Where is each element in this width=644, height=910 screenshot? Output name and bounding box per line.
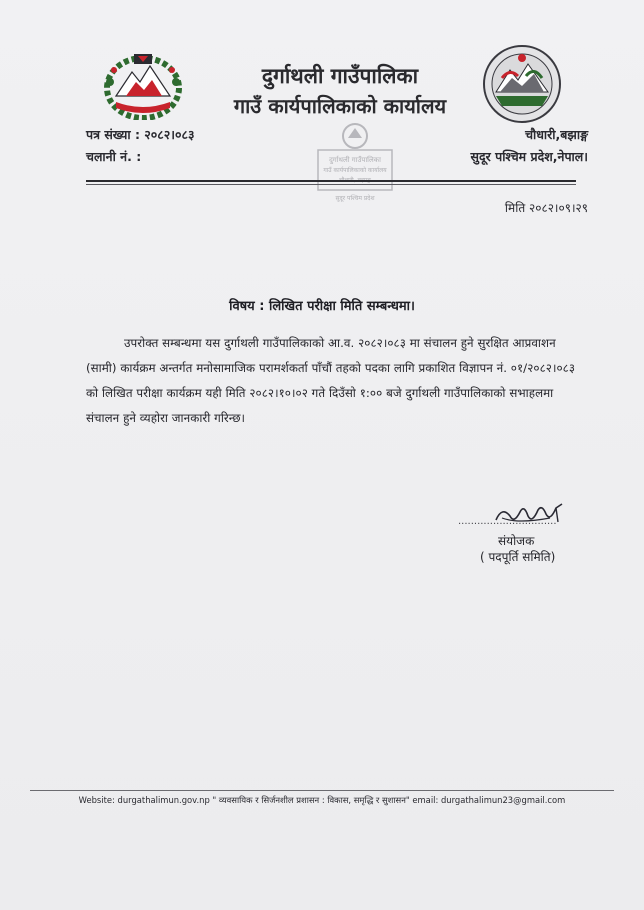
office-name: गाउँ कार्यपालिकाको कार्यालय [233,94,447,118]
stamp-line-4: सुदूर पश्चिम प्रदेश [335,195,375,202]
letter-date: मिति २०८२।०९।२९ [504,201,588,215]
signature-block [458,500,594,536]
dispatch-number: चलानी नं. : [86,149,142,164]
municipality-logo-icon [482,44,562,124]
stamp-line-1: दुर्गाथली गाउँपालिका [329,156,381,164]
letter-subject: विषय : लिखित परीक्षा मिति सम्बन्धमा। [229,299,415,314]
footer-text: Website: durgathalimun.gov.np " व्यवसायिक र सिर्जनशील प्रशासन : विकास, समृद्धि र सुशासन" email: durgathalimun23@gmail.com [78,795,566,805]
address-line-2: सुदूर पश्चिम प्रदेश,नेपाल। [470,149,588,164]
office-stamp-icon [314,114,396,208]
header-divider-thick [86,180,576,182]
footer-divider [30,790,614,791]
address-line-1: चौधारी,बझाङ्ग [525,127,588,142]
signature-icon [458,500,594,536]
header-divider-thin [86,184,576,185]
reference-number: पत्र संख्या : २०८२।०८३ [86,127,195,142]
signature-dots: ............................... [458,516,557,527]
nepal-government-emblem-icon [104,52,182,120]
municipality-name: दुर्गाथली गाउँपालिका [261,64,419,88]
body-line: (सामी) कार्यक्रम अन्तर्गत मनोसामाजिक परामर्शकर्ता पाँचौं तहको पदका लागि प्रकाशित विज्ञापन नं. ०१/२०८२।०८३ [86,361,576,375]
body-line: को लिखित परीक्षा कार्यक्रम यही मिति २०८२।१०।०२ गते दिउँसो १:०० बजे दुर्गाथली गाउँपालिकाको सभाहलमा [86,386,554,400]
signatory-committee: ( पदपूर्ति समिति) [480,550,556,564]
signatory-title: संयोजक [498,534,535,548]
body-line: संचालन हुने व्यहोरा जानकारी गरिन्छ। [86,411,246,425]
stamp-line-2: गाउँ कार्यपालिकाको कार्यालय [323,167,387,174]
body-line: उपरोक्त सम्बन्धमा यस दुर्गाथली गाउँपालिकाको आ.व. २०८२।०८३ मा संचालन हुने सुरक्षित आप्रवाशन [124,336,556,350]
